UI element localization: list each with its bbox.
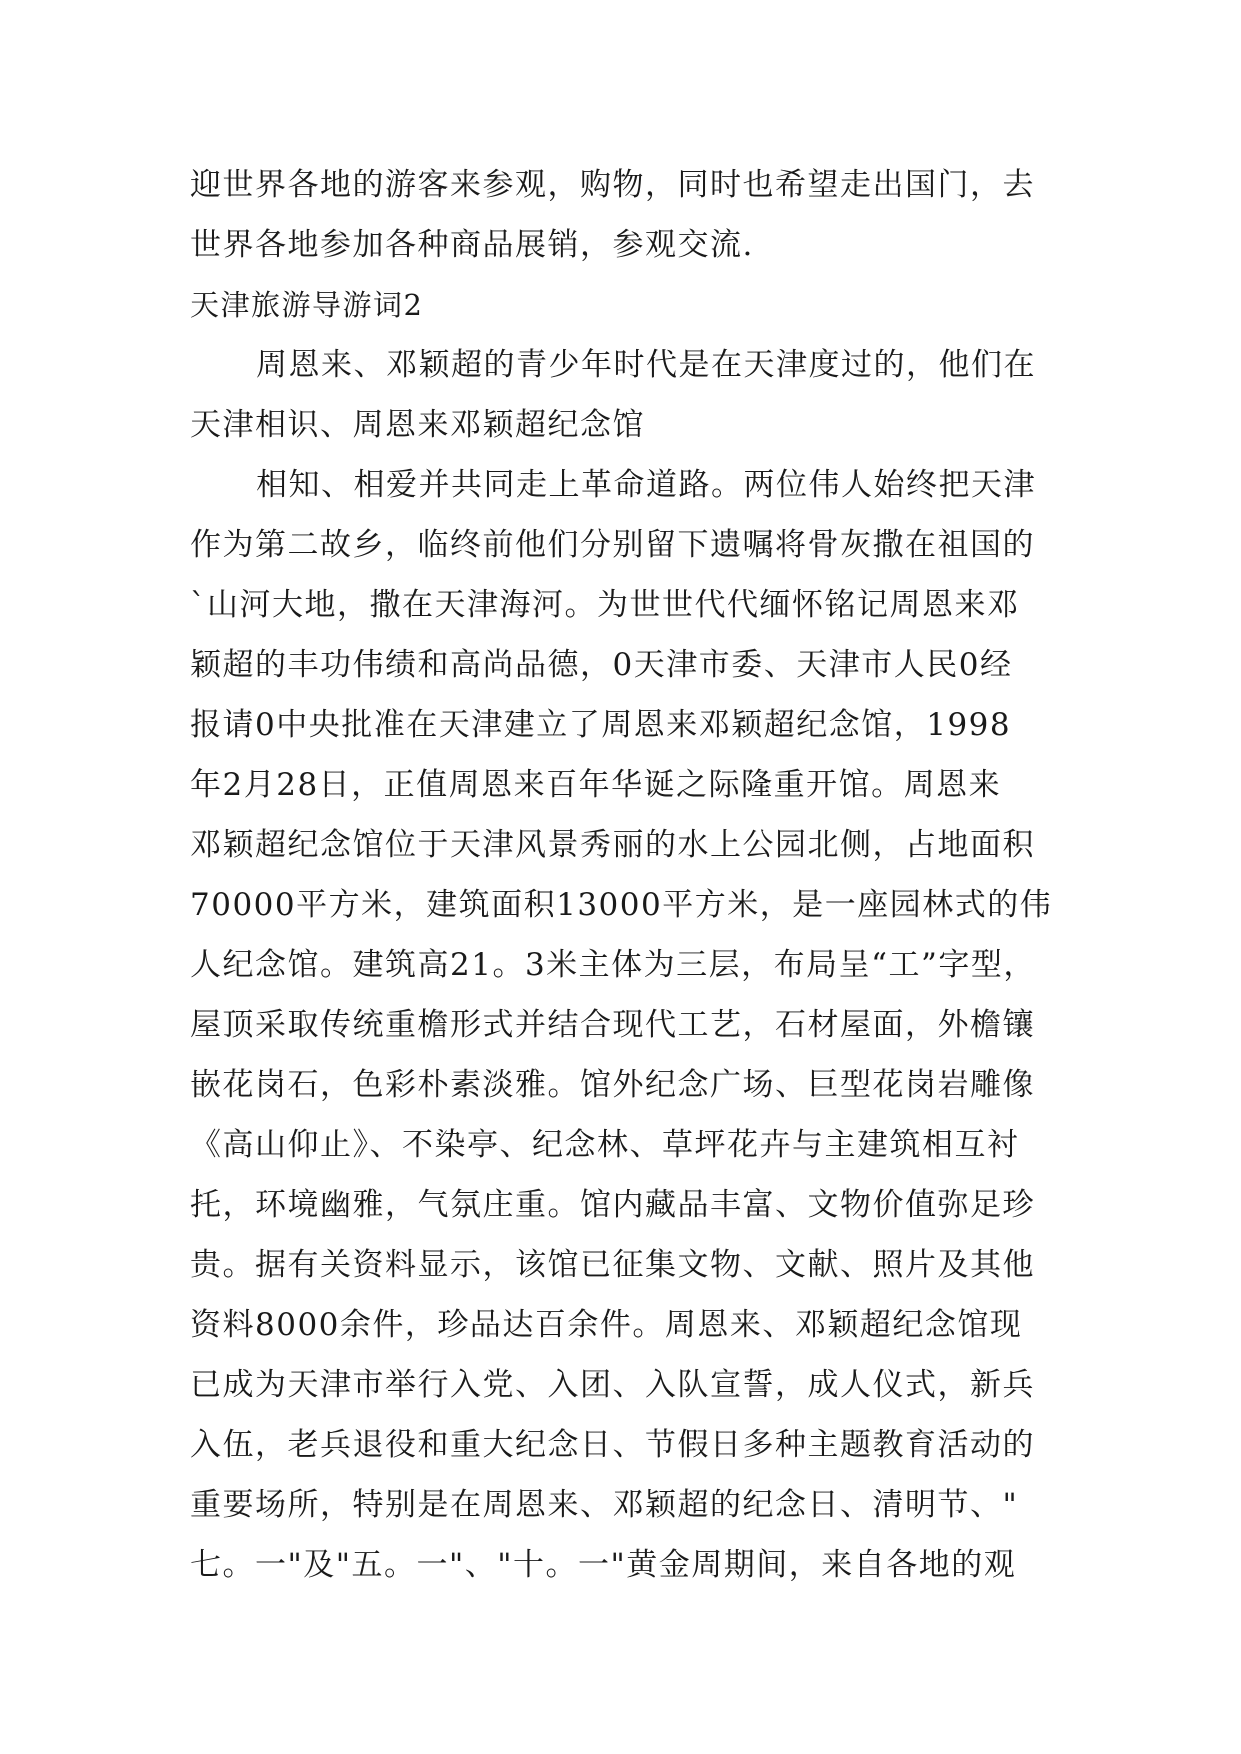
paragraph-line-8: 颖超的丰功伟绩和高尚品德，0天津市委、天津市人民0经 bbox=[190, 647, 1013, 683]
paragraph-line-22: 重要场所，特别是在周恩来、邓颖超的纪念日、清明节、" bbox=[190, 1487, 1019, 1523]
paragraph-line-20: 已成为天津市举行入党、入团、入队宣誓，成人仪式，新兵 bbox=[190, 1367, 1035, 1403]
paragraph-line-11: 邓颖超纪念馆位于天津风景秀丽的水上公园北侧，占地面积 bbox=[190, 827, 1035, 863]
paragraph-line-9: 报请0中央批准在天津建立了周恩来邓颖超纪念馆，1998 bbox=[190, 707, 1012, 743]
paragraph-line-19: 资料8000余件，珍品达百余件。周恩来、邓颖超纪念馆现 bbox=[190, 1307, 1023, 1343]
paragraph-line-6: 作为第二故乡，临终前他们分别留下遗嘱将骨灰撒在祖国的 bbox=[190, 527, 1035, 563]
paragraph-line-17: 托，环境幽雅，气氛庄重。馆内藏品丰富、文物价值弥足珍 bbox=[190, 1187, 1035, 1223]
paragraph-line-16: 《高山仰止》、不染亭、纪念林、草坪花卉与主建筑相互衬 bbox=[190, 1127, 1020, 1163]
paragraph-line-18: 贵。据有关资料显示，该馆已征集文物、文献、照片及其他 bbox=[190, 1247, 1035, 1283]
paragraph-line-12: 70000平方米，建筑面积13000平方米，是一座园林式的伟 bbox=[190, 887, 1053, 923]
paragraph-line-5: 相知、相爱并共同走上革命道路。两位伟人始终把天津 bbox=[256, 467, 1036, 503]
paragraph-line-13: 人纪念馆。建筑高21。3米主体为三层，布局呈“工”字型， bbox=[190, 947, 1036, 983]
paragraph-line-23: 七。一"及"五。一"、"十。一"黄金周期间，来自各地的观 bbox=[190, 1547, 1017, 1583]
document-body bbox=[190, 155, 1060, 1595]
paragraph-line-3: 周恩来、邓颖超的青少年时代是在天津度过的，他们在 bbox=[256, 347, 1036, 383]
paragraph-line-10: 年2月28日，正值周恩来百年华诞之际隆重开馆。周恩来 bbox=[190, 767, 1002, 803]
section-heading: 天津旅游导游词2 bbox=[190, 288, 424, 322]
paragraph-line-14: 屋顶采取传统重檐形式并结合现代工艺，石材屋面，外檐镶 bbox=[190, 1007, 1035, 1043]
paragraph-line-1: 迎世界各地的游客来参观，购物，同时也希望走出国门，去 bbox=[190, 167, 1035, 203]
paragraph-line-7: `山河大地，撒在天津海河。为世世代代缅怀铭记周恩来邓 bbox=[190, 587, 1020, 623]
paragraph-line-15: 嵌花岗石，色彩朴素淡雅。馆外纪念广场、巨型花岗岩雕像 bbox=[190, 1067, 1035, 1103]
paragraph-line-21: 入伍，老兵退役和重大纪念日、节假日多种主题教育活动的 bbox=[190, 1427, 1035, 1463]
paragraph-line-2: 世界各地参加各种商品展销，参观交流. bbox=[190, 227, 754, 263]
paragraph-line-4: 天津相识、周恩来邓颖超纪念馆 bbox=[190, 407, 645, 443]
